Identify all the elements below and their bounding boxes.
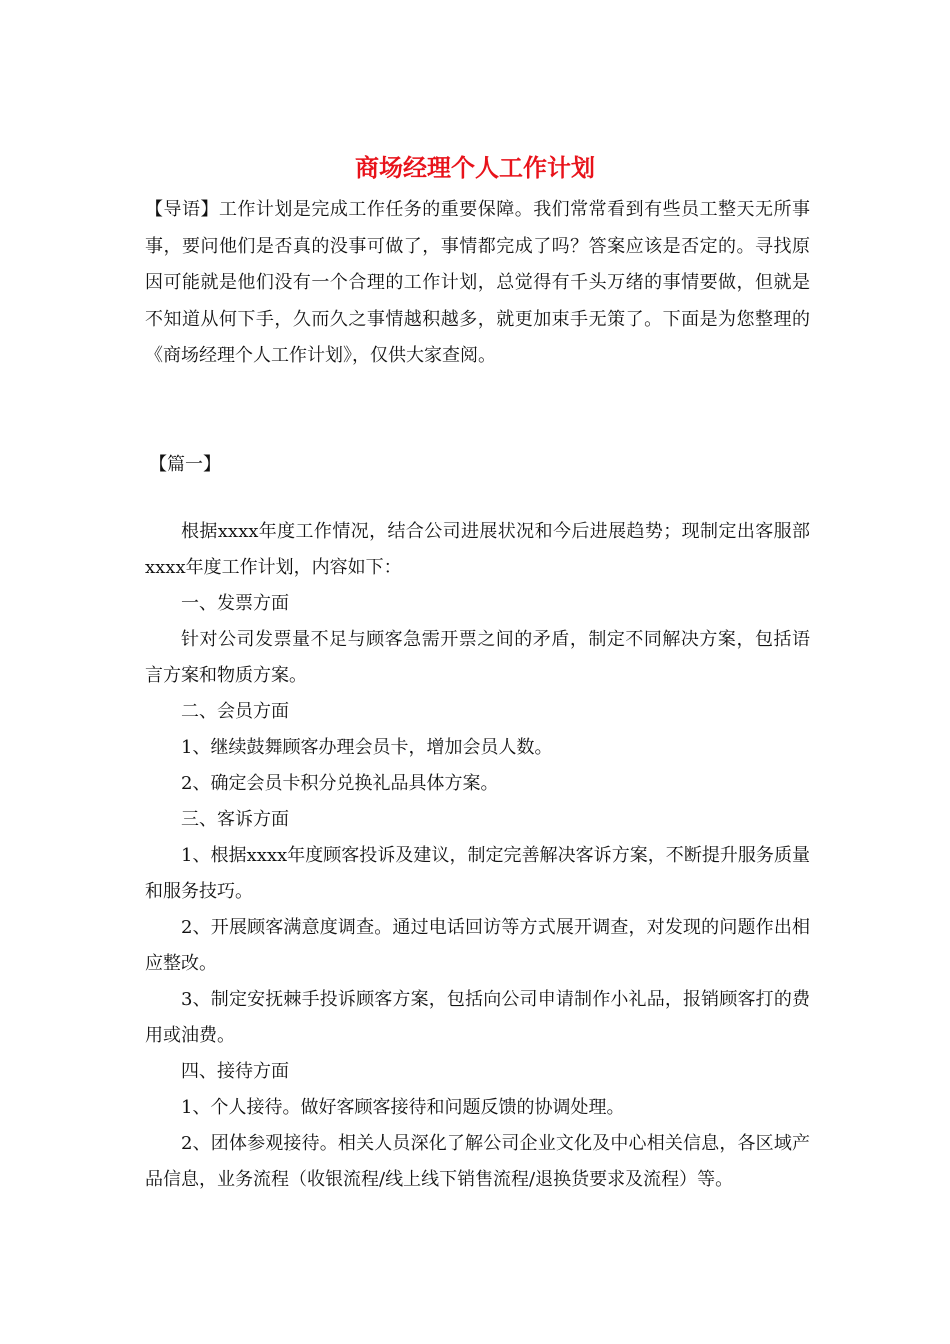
list-item: 1、个人接待。做好客顾客接待和问题反馈的协调处理。: [181, 1097, 625, 1118]
list-item: 2、确定会员卡积分兑换礼品具体方案。: [181, 773, 499, 794]
list-item: 1、继续鼓舞顾客办理会员卡，增加会员人数。: [181, 737, 553, 758]
list-item: 1、根据xxxx年度顾客投诉及建议，制定完善解决客诉方案，不断提升服务质量和服务技巧。: [145, 845, 810, 902]
body-paragraph: 针对公司发票量不足与顾客急需开票之间的矛盾，制定不同解决方案，包括语言方案和物质方案。: [145, 629, 810, 686]
list-item: 3、制定安抚棘手投诉顾客方案，包括向公司申请制作小礼品，报销顾客打的费用或油费。: [145, 989, 810, 1046]
heading-invoice: 一、发票方面: [181, 593, 289, 614]
document-title: 商场经理个人工作计划: [355, 153, 595, 182]
body-text: [145, 514, 810, 1198]
list-item: 2、团体参观接待。相关人员深化了解公司企业文化及中心相关信息，各区域产品信息，业务流程（收银流程/线上线下销售流程/退换货要求及流程）等。: [145, 1133, 810, 1190]
section-label: 【篇一】: [149, 454, 221, 475]
list-item: 2、开展顾客满意度调查。通过电话回访等方式展开调查，对发现的问题作出相应整改。: [145, 917, 810, 974]
intro-paragraph: 【导语】工作计划是完成工作任务的重要保障。我们常常看到有些员工整天无所事事，要问他们是否真的没事可做了，事情都完成了吗？答案应该是否定的。寻找原因可能就是他们没有一个合理的工作计划，总觉得有千头万绪的事情要做，但就是不知道从何下手，久而久之事情越积越多，就更加束手无策了。下面是为您整理的《商场经理个人工作计划》，仅供大家查阅。: [145, 199, 810, 366]
body-paragraph: 根据xxxx年度工作情况，结合公司进展状况和今后进展趋势；现制定出客服部xxxx年度工作计划，内容如下：: [145, 521, 810, 578]
heading-membership: 二、会员方面: [181, 701, 289, 722]
heading-complaints: 三、客诉方面: [181, 809, 289, 830]
heading-reception: 四、接待方面: [181, 1061, 289, 1082]
